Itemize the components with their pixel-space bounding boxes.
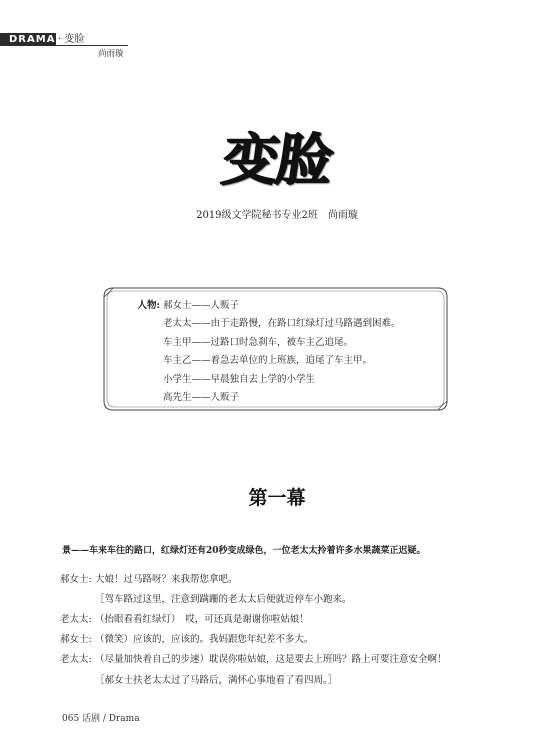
cast-label: 人物: [137,300,160,311]
header-rule [56,45,128,46]
cast-member: 小学生——早晨独自去上学的小学生 [163,373,316,385]
byline: 2019级文学院秘书专业2班 尚雨璇 [196,210,358,221]
speaker: 老太太: [60,654,92,665]
header-author: 尚雨璇 [98,49,124,59]
line-text: ［郝女士扶老太太过了马路后，满怀心事地看了看四周。］ [95,675,338,686]
cast-member: 车主乙——着急去单位的上班族，追尾了车主甲。 [163,355,373,367]
page-footer: 065 话剧 / Drama [62,714,140,724]
line-text: 大娘！过马路呀？来我帮您拿吧。 [95,574,238,585]
dialogue-line [60,631,314,645]
cast-member: 车主甲——过路口时急刹车，被车主乙追尾。 [163,336,354,348]
dialogue-line [60,571,238,585]
line-text: （尽量加快着自己的步速）耽误你啦姑娘，这是要去上班吗？路上可要注意安全啊！ [95,654,447,665]
speaker: 郝女士: [60,634,92,645]
scene-description: 景——车来车往的路口，红绿灯还有20秒变成绿色，一位老太太拎着许多水果蔬菜正迟疑。 [62,546,426,556]
dialogue-line [60,651,447,665]
line-text: ［驾车路过这里，注意到蹒跚的老太太后便就近停车小跑来。 [95,594,352,605]
line-text: （微笑）应该的，应该的。我妈跟您年纪差不多大。 [95,634,314,645]
stage-direction [60,591,352,605]
section-subtitle: · 变脸 [58,34,85,45]
dialogue-line [60,611,309,625]
section-tag: DRAMA [0,33,56,46]
cast-member: 郝女士——人贩子 [163,300,240,311]
speaker: 老太太: [60,614,92,625]
play-title: 变脸 [218,127,336,193]
line-text: （抬眼看看红绿灯） 哎，可还真是谢谢你啦姑娘！ [95,614,309,625]
stage-direction [60,672,337,686]
cast-list [123,297,443,407]
cast-member: 高先生——人贩子 [163,392,240,404]
speaker: 郝女士: [60,574,92,585]
act-title: 第一幕 [248,487,306,509]
cast-member: 老太太——由于走路慢，在路口红绿灯过马路遇到困难。 [163,318,401,330]
